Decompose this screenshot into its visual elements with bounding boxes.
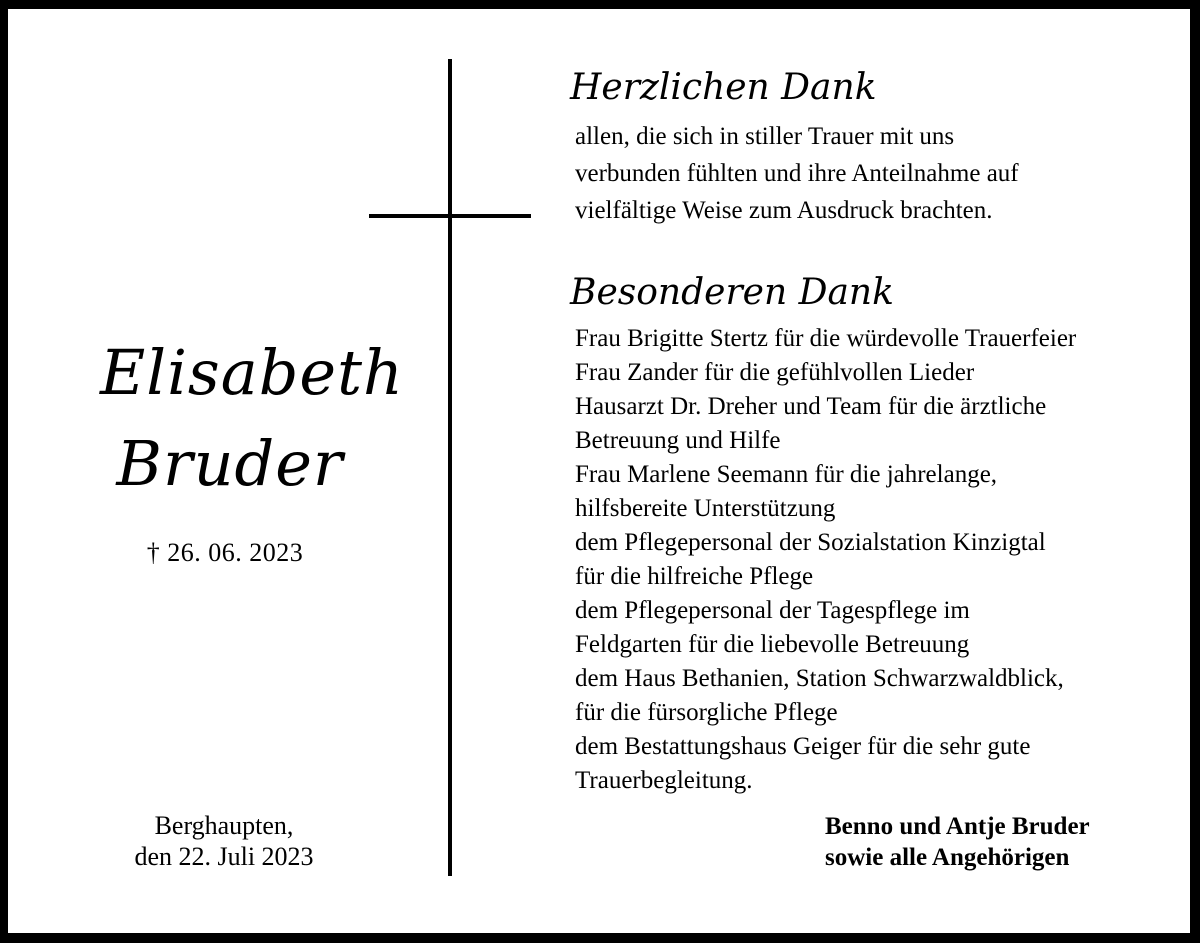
thanks-line: Betreuung und Hilfe <box>575 427 781 454</box>
thanks-line: hilfsbereite Unterstützung <box>575 495 836 522</box>
signature-line: Benno und Antje Bruder <box>825 813 1090 840</box>
intro-line: verbunden fühlten und ihre Anteilnahme auf <box>575 160 1019 187</box>
first-name: Elisabeth <box>100 336 404 409</box>
intro-line: allen, die sich in stiller Trauer mit uns <box>575 123 955 150</box>
cross-horizontal-bar <box>369 214 531 218</box>
intro-line: vielfältige Weise zum Ausdruck brachten. <box>575 197 993 224</box>
intro-text <box>575 118 1165 229</box>
special-thanks-list <box>575 322 1175 798</box>
thanks-line: dem Haus Bethanien, Station Schwarzwaldblick, <box>575 665 1064 692</box>
date-line: den 22. Juli 2023 <box>134 842 314 871</box>
thanks-line: für die hilfreiche Pflege <box>575 563 814 590</box>
place: Berghaupten, <box>154 811 294 840</box>
thanks-line: dem Bestattungshaus Geiger für die sehr gute <box>575 733 1031 760</box>
heading-thanks: Herzlichen Dank <box>570 67 877 108</box>
thanks-line: dem Pflegepersonal der Sozialstation Kinzigtal <box>575 529 1046 556</box>
thanks-line: Frau Brigitte Stertz für die würdevolle Trauerfeier <box>575 325 1077 352</box>
heading-special-thanks: Besonderen Dank <box>570 272 894 313</box>
signature-line: sowie alle Angehörigen <box>825 844 1070 871</box>
place-and-date <box>100 810 348 872</box>
thanks-line: Hausarzt Dr. Dreher und Team für die ärztliche <box>575 393 1047 420</box>
thanks-line: Frau Marlene Seemann für die jahrelange, <box>575 461 998 488</box>
thanks-line: dem Pflegepersonal der Tagespflege im <box>575 597 970 624</box>
thanks-line: Trauerbegleitung. <box>575 767 753 794</box>
thanks-line: für die fürsorgliche Pflege <box>575 699 838 726</box>
last-name: Bruder <box>116 427 344 500</box>
cross-vertical-bar <box>448 59 452 876</box>
signature <box>825 811 1165 873</box>
death-date: † 26. 06. 2023 <box>146 538 304 567</box>
thanks-line: Feldgarten für die liebevolle Betreuung <box>575 631 970 658</box>
thanks-line: Frau Zander für die gefühlvollen Lieder <box>575 359 975 386</box>
